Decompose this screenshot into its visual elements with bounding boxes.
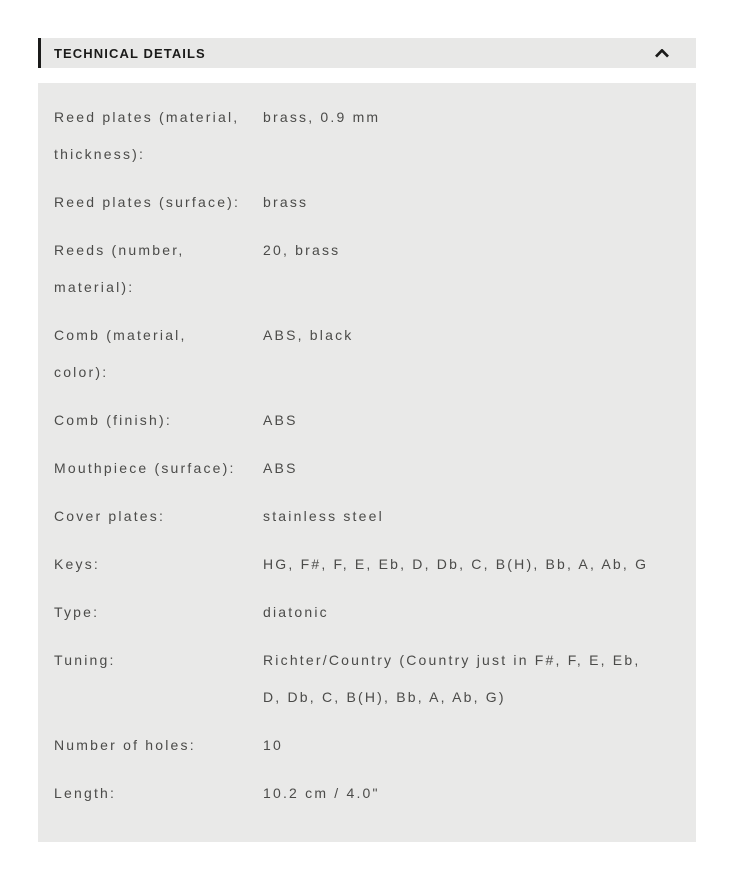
- spec-label: Type:: [54, 604, 100, 620]
- spec-label: Length:: [54, 785, 117, 801]
- spec-label: Reeds (number, material):: [54, 242, 185, 295]
- table-row: [54, 642, 680, 716]
- table-row: [54, 184, 680, 221]
- table-row: [54, 317, 680, 391]
- spec-value: 20, brass: [263, 242, 341, 258]
- table-row: [54, 546, 680, 583]
- spec-value: 10: [263, 737, 283, 753]
- table-row: [54, 498, 680, 535]
- section-title: TECHNICAL DETAILS: [54, 45, 206, 61]
- table-row: [54, 402, 680, 439]
- table-row: [54, 594, 680, 631]
- spec-label: Reed plates (material, thickness):: [54, 109, 240, 162]
- spec-value: ABS: [263, 460, 298, 476]
- table-row: [54, 775, 680, 812]
- spec-label: Number of holes:: [54, 737, 196, 753]
- spec-value: brass: [263, 194, 309, 210]
- technical-details-panel: [38, 83, 696, 842]
- technical-details-header[interactable]: [38, 38, 696, 68]
- spec-label: Comb (finish):: [54, 412, 172, 428]
- spec-label: Reed plates (surface):: [54, 194, 241, 210]
- spec-value: stainless steel: [263, 508, 384, 524]
- table-row: [54, 99, 680, 173]
- technical-details-section: [38, 38, 696, 842]
- spec-value: ABS: [263, 412, 298, 428]
- spec-value: 10.2 cm / 4.0": [263, 785, 380, 801]
- spec-value: ABS, black: [263, 327, 354, 343]
- spec-label: Mouthpiece (surface):: [54, 460, 236, 476]
- chevron-up-icon[interactable]: [654, 49, 670, 58]
- spec-label: Tuning:: [54, 652, 116, 668]
- spec-label: Cover plates:: [54, 508, 166, 524]
- table-row: [54, 450, 680, 487]
- spec-value: HG, F#, F, E, Eb, D, Db, C, B(H), Bb, A, Ab, G: [263, 556, 649, 572]
- spec-label: Keys:: [54, 556, 101, 572]
- spec-value: brass, 0.9 mm: [263, 109, 381, 125]
- table-row: [54, 232, 680, 306]
- spec-value: diatonic: [263, 604, 329, 620]
- spec-label: Comb (material, color):: [54, 327, 187, 380]
- spec-value: Richter/Country (Country just in F#, F, E, Eb, D, Db, C, B(H), Bb, A, Ab, G): [263, 652, 641, 705]
- table-row: [54, 727, 680, 764]
